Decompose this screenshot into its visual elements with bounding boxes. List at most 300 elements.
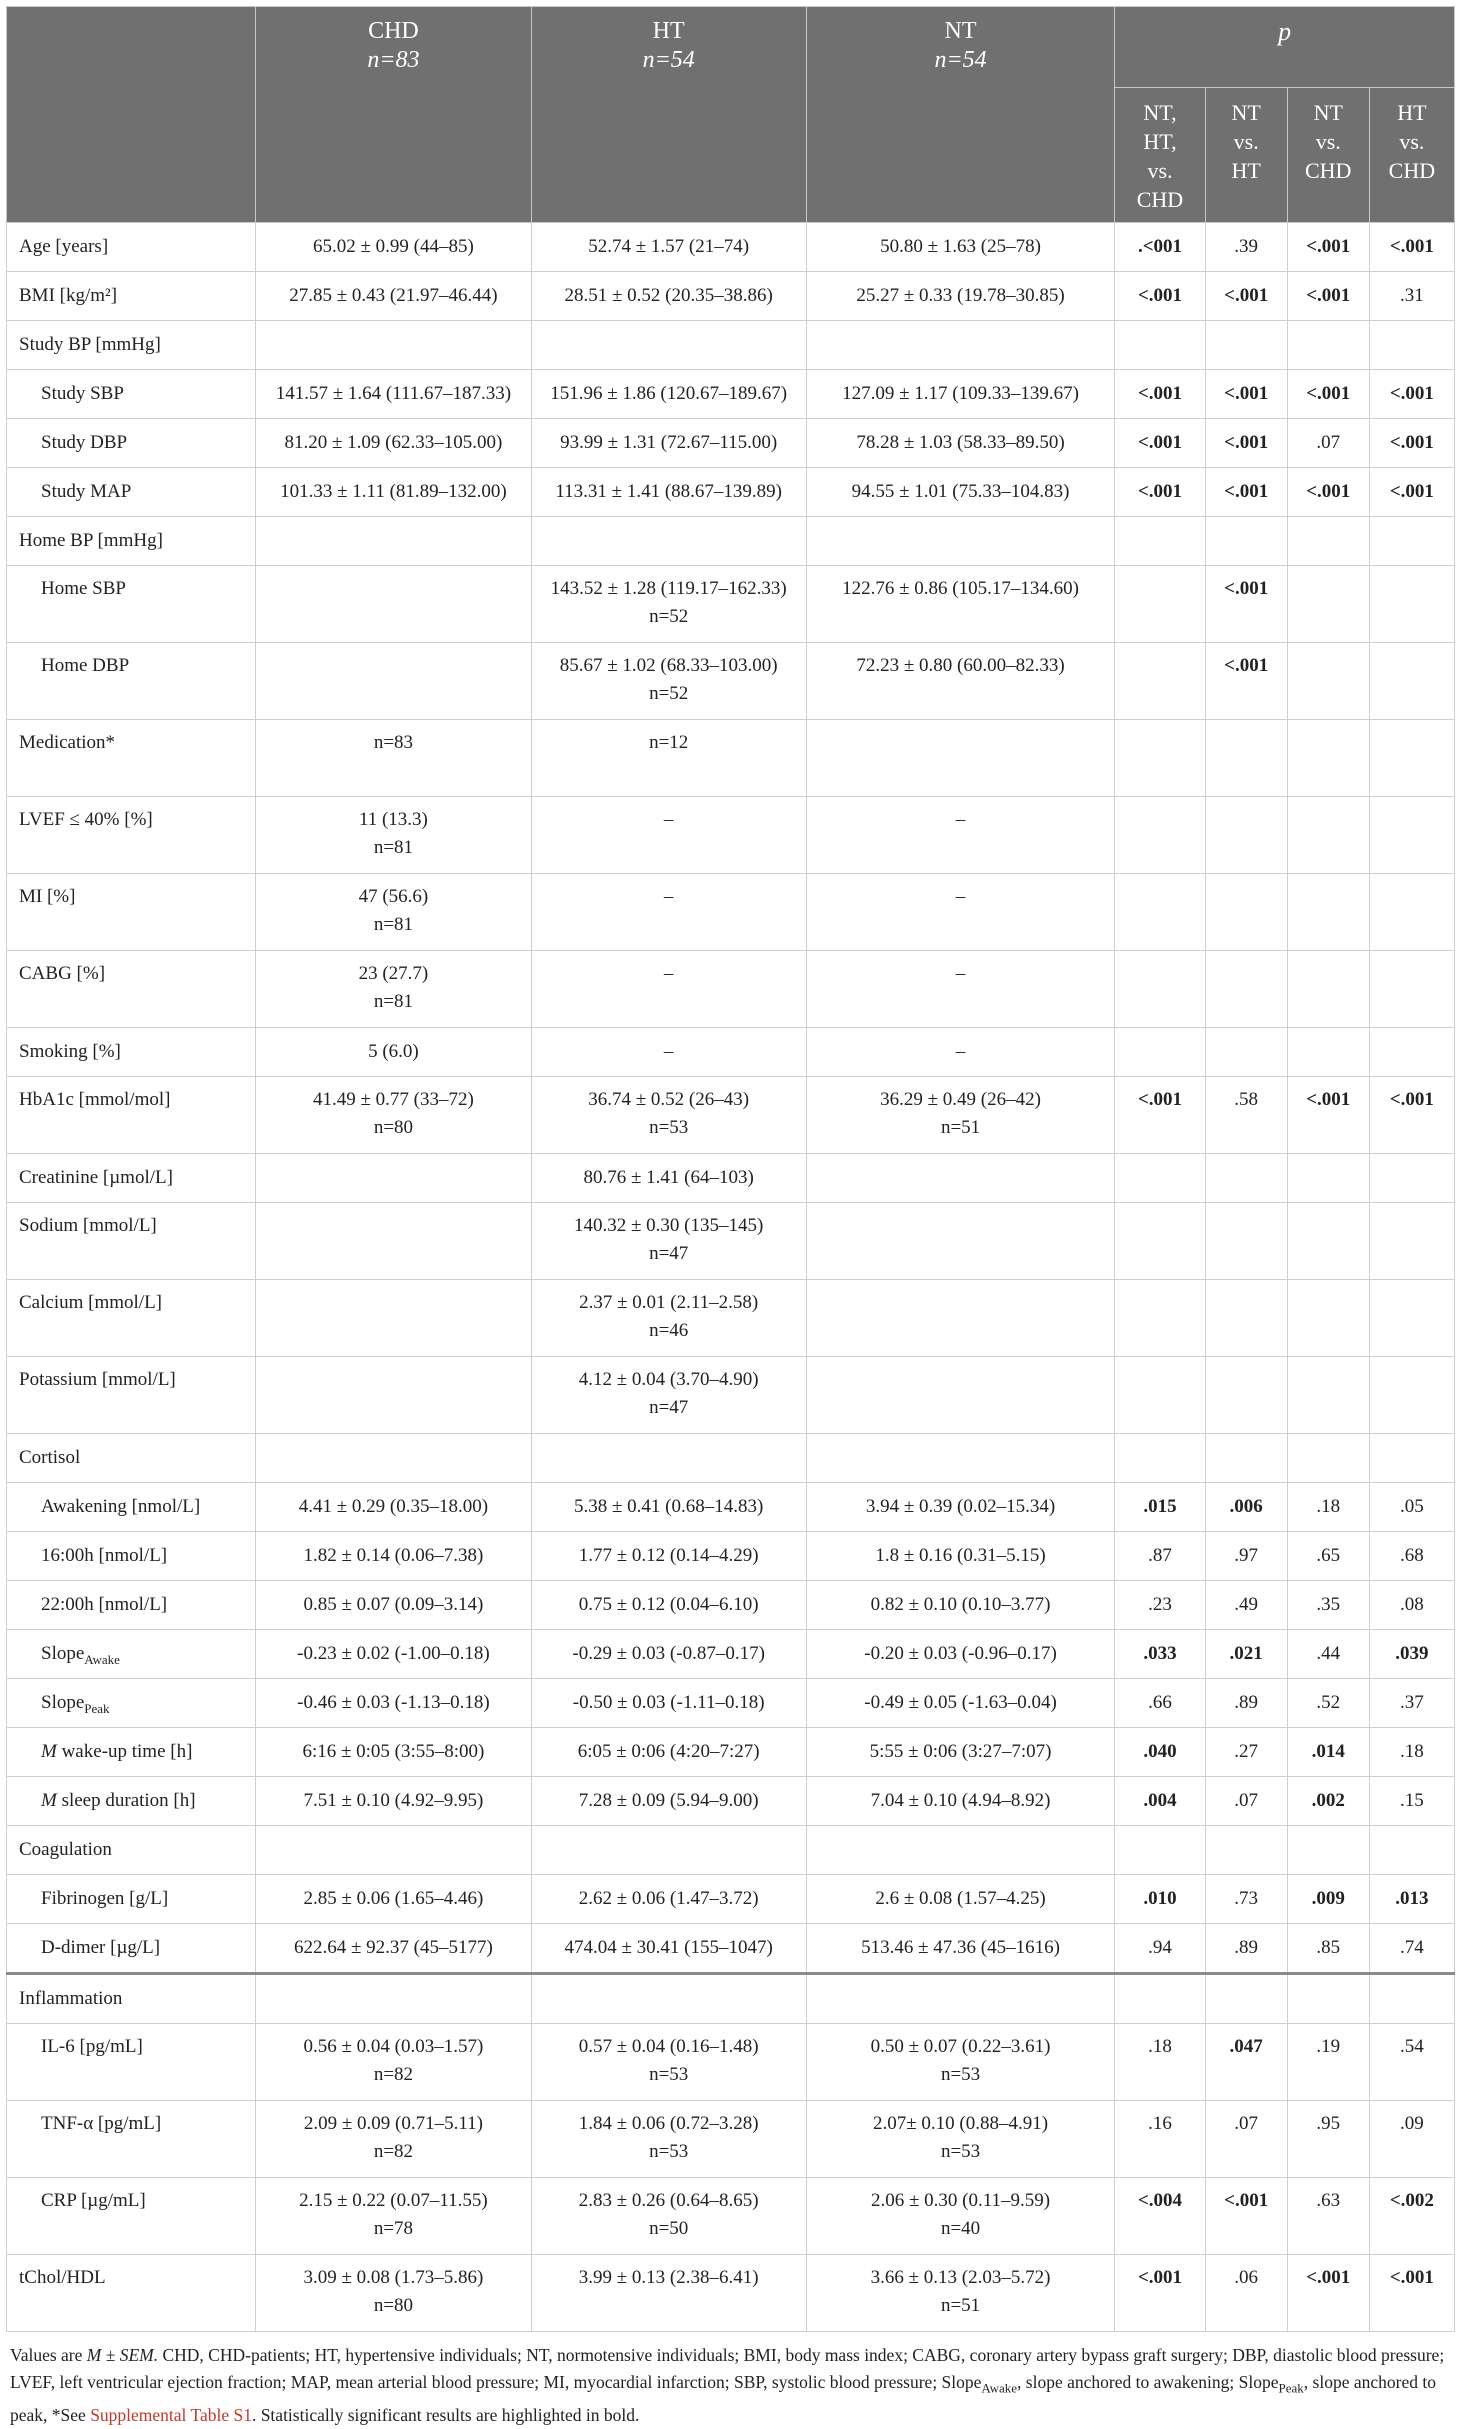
data-table [6,6,1455,2332]
p-value-cell [1115,874,1205,951]
p-value-cell [1205,951,1287,1028]
cell-ht: 140.32 ± 0.30 (135–145) n=47 [531,1203,806,1280]
table-row [7,1280,1455,1357]
cell-nt: – [806,797,1115,874]
row-label: tChol/HDL [7,2255,256,2332]
p-value-cell: .16 [1115,2101,1205,2178]
p-value-cell [1369,797,1454,874]
p-value-cell: <.001 [1205,370,1287,419]
cell-ht: 7.28 ± 0.09 (5.94–9.00) [531,1777,806,1826]
cell-nt: – [806,874,1115,951]
p-value-cell: .44 [1287,1630,1369,1679]
empty-cell [1205,517,1287,566]
cell-chd: 5 (6.0) [256,1028,531,1077]
table-row [7,1875,1455,1924]
cell-chd: 81.20 ± 1.09 (62.33–105.00) [256,419,531,468]
p-column-header-line: vs. [1147,158,1173,183]
p-value-cell [1205,797,1287,874]
p-column-header-line: NT, [1143,100,1177,125]
cell-chd: 6:16 ± 0:05 (3:55–8:00) [256,1728,531,1777]
p-value-cell [1115,797,1205,874]
cell-ht: 0.75 ± 0.12 (0.04–6.10) [531,1581,806,1630]
p-value-cell: .19 [1287,2024,1369,2101]
table-row [7,566,1455,643]
p-value-cell [1287,797,1369,874]
cell-chd: 23 (27.7) n=81 [256,951,531,1028]
table-row [7,1028,1455,1077]
table-header [7,7,1455,223]
table-row [7,1777,1455,1826]
p-value-cell [1287,951,1369,1028]
sample-size: n=53 [649,1117,689,1138]
p-value-cell [1369,1154,1454,1203]
cell-nt: 72.23 ± 0.80 (60.00–82.33) [806,643,1115,720]
row-label: HbA1c [mmol/mol] [7,1077,256,1154]
sample-size: n=81 [373,914,414,935]
cell-ht: 2.83 ± 0.26 (0.64–8.65) n=50 [531,2178,806,2255]
p-value-cell [1205,720,1287,797]
p-column-header-line: CHD [1305,158,1352,183]
table-row [7,951,1455,1028]
cell-chd: 65.02 ± 0.99 (44–85) [256,223,531,272]
p-value-cell: .08 [1369,1581,1454,1630]
cell-ht: 5.38 ± 0.41 (0.68–14.83) [531,1483,806,1532]
cell-ht: 2.37 ± 0.01 (2.11–2.58) n=46 [531,1280,806,1357]
cell-chd: -0.46 ± 0.03 (-1.13–0.18) [256,1679,531,1728]
empty-cell [1205,321,1287,370]
cell-nt: 50.80 ± 1.63 (25–78) [806,223,1115,272]
group-header-nt [806,7,1115,223]
cell-chd [256,720,531,797]
cell-nt [806,1280,1115,1357]
cell-ht: 113.31 ± 1.41 (88.67–139.89) [531,468,806,517]
p-value-cell: <.001 [1205,468,1287,517]
cell-chd [256,1280,531,1357]
cell-ht: 28.51 ± 0.52 (20.35–38.86) [531,272,806,321]
cell-ht: 80.76 ± 1.41 (64–103) [531,1154,806,1203]
cell-nt: 36.29 ± 0.49 (26–42) n=51 [806,1077,1115,1154]
row-label: Potassium [mmol/L] [7,1357,256,1434]
p-value-cell: .015 [1115,1483,1205,1532]
p-value-cell: .040 [1115,1728,1205,1777]
p-column-header-line: NT [1313,100,1343,125]
cell-nt: -0.49 ± 0.05 (-1.63–0.04) [806,1679,1115,1728]
p-value-cell: .94 [1115,1924,1205,1974]
sample-size: n=47 [649,1243,689,1264]
sample-size: n=53 [649,2064,689,2085]
p-value-cell: <.001 [1287,272,1369,321]
p-column-header-line: CHD [1136,187,1184,212]
p-value-cell: .07 [1205,2101,1287,2178]
row-label: D-dimer [µg/L] [7,1924,256,1974]
group-header-chd [256,7,531,223]
p-value-cell: .73 [1205,1875,1287,1924]
p-value-cell: <.001 [1287,1077,1369,1154]
p-value-cell: .05 [1369,1483,1454,1532]
section-label: Cortisol [7,1434,256,1483]
p-value-cell: .009 [1287,1875,1369,1924]
p-value-cell [1369,1357,1454,1434]
sample-size: n=82 [373,2141,414,2162]
row-label: Awakening [nmol/L] [7,1483,256,1532]
cell-nt: 2.06 ± 0.30 (0.11–9.59) n=40 [806,2178,1115,2255]
empty-cell [1205,1434,1287,1483]
p-value-cell [1369,951,1454,1028]
p-value-cell [1205,1154,1287,1203]
row-label: Sodium [mmol/L] [7,1203,256,1280]
sample-size: n=53 [649,2141,689,2162]
table-row [7,1077,1455,1154]
p-value-cell: .95 [1287,2101,1369,2178]
empty-cell [1287,517,1369,566]
p-value-cell: .68 [1369,1532,1454,1581]
cell-chd: 3.09 ± 0.08 (1.73–5.86) n=80 [256,2255,531,2332]
sample-size: n=78 [373,2218,414,2239]
p-value-cell [1205,874,1287,951]
cell-ht: 143.52 ± 1.28 (119.17–162.33) n=52 [531,566,806,643]
sample-size: n=46 [649,1320,689,1341]
cell-chd: 101.33 ± 1.11 (81.89–132.00) [256,468,531,517]
row-label: Fibrinogen [g/L] [7,1875,256,1924]
p-value-cell [1287,1028,1369,1077]
group-n: n=54 [934,47,987,73]
sample-size: n=82 [373,2064,414,2085]
p-value-cell: .89 [1205,1679,1287,1728]
table-body [7,223,1455,2332]
cell-nt [806,1154,1115,1203]
p-value-cell: .63 [1287,2178,1369,2255]
p-value-cell: .97 [1205,1532,1287,1581]
p-value-cell: <.001 [1205,643,1287,720]
row-label: Creatinine [µmol/L] [7,1154,256,1203]
cell-ht: 4.12 ± 0.04 (3.70–4.90) n=47 [531,1357,806,1434]
p-value-cell: .87 [1115,1532,1205,1581]
cell-ht: 2.62 ± 0.06 (1.47–3.72) [531,1875,806,1924]
empty-cell [1369,1434,1454,1483]
empty-cell [531,1974,806,2024]
empty-cell [806,1974,1115,2024]
p-value-cell: .66 [1115,1679,1205,1728]
empty-cell [1115,321,1205,370]
p-value-cell: .18 [1369,1728,1454,1777]
cell-chd: 2.15 ± 0.22 (0.07–11.55) n=78 [256,2178,531,2255]
section-row [7,517,1455,566]
p-value-cell: <.001 [1369,419,1454,468]
p-value-cell [1369,874,1454,951]
empty-cell [1115,1826,1205,1875]
cell-nt: -0.20 ± 0.03 (-0.96–0.17) [806,1630,1115,1679]
cell-nt: 25.27 ± 0.33 (19.78–30.85) [806,272,1115,321]
sample-size: n=12 [649,732,689,753]
table-row [7,2178,1455,2255]
p-value-cell: .31 [1369,272,1454,321]
cell-chd: 27.85 ± 0.43 (21.97–46.44) [256,272,531,321]
cell-ht: 474.04 ± 30.41 (155–1047) [531,1924,806,1974]
p-value-cell [1287,1203,1369,1280]
cell-nt [806,720,1115,797]
row-label: Calcium [mmol/L] [7,1280,256,1357]
cell-nt: 2.07± 0.10 (0.88–4.91) n=53 [806,2101,1115,2178]
p-value-cell: .37 [1369,1679,1454,1728]
p-column-header-line: HT [1397,100,1427,125]
sample-size: n=50 [649,2218,689,2239]
p-value-cell [1115,1028,1205,1077]
p-column-header-line: NT [1231,100,1261,125]
cell-chd: 622.64 ± 92.37 (45–5177) [256,1924,531,1974]
p-value-cell: .58 [1205,1077,1287,1154]
cell-chd [256,643,531,720]
p-column-header [1115,88,1205,223]
p-value-cell [1115,1357,1205,1434]
table-row [7,1679,1455,1728]
cell-nt: 7.04 ± 0.10 (4.94–8.92) [806,1777,1115,1826]
p-value-cell: <.001 [1369,370,1454,419]
row-label: LVEF ≤ 40% [%] [7,797,256,874]
empty-cell [531,1826,806,1875]
sample-size: n=52 [649,606,689,627]
cell-nt: 127.09 ± 1.17 (109.33–139.67) [806,370,1115,419]
empty-cell [1115,1974,1205,2024]
group-header-ht [531,7,806,223]
p-value-cell: <.001 [1369,2255,1454,2332]
cell-chd: 2.85 ± 0.06 (1.65–4.46) [256,1875,531,1924]
p-value-cell: .54 [1369,2024,1454,2101]
row-label: CRP [µg/mL] [7,2178,256,2255]
p-value-cell: <.001 [1115,370,1205,419]
empty-cell [256,1974,531,2024]
table-row [7,419,1455,468]
cell-chd [256,1203,531,1280]
cell-nt: 5:55 ± 0:06 (3:27–7:07) [806,1728,1115,1777]
p-value-cell: <.001 [1287,2255,1369,2332]
empty-cell [1287,1826,1369,1875]
section-row [7,1974,1455,2024]
p-value-cell [1369,1028,1454,1077]
p-value-cell [1115,566,1205,643]
cell-ht: 151.96 ± 1.86 (120.67–189.67) [531,370,806,419]
cell-ht: 36.74 ± 0.52 (26–43) n=53 [531,1077,806,1154]
p-value-cell: .002 [1287,1777,1369,1826]
table-row [7,1203,1455,1280]
p-value-cell: .039 [1369,1630,1454,1679]
table-row [7,874,1455,951]
p-value-cell: .27 [1205,1728,1287,1777]
empty-cell [531,1434,806,1483]
empty-cell [1115,1434,1205,1483]
row-label: M sleep duration [h] [7,1777,256,1826]
p-column-header-line: vs. [1399,129,1425,154]
p-value-cell: .07 [1205,1777,1287,1826]
p-value-cell: <.001 [1205,2178,1287,2255]
row-label: Medication* [7,720,256,797]
cell-nt: 513.46 ± 47.36 (45–1616) [806,1924,1115,1974]
p-value-cell: .047 [1205,2024,1287,2101]
group-n: n=54 [642,47,695,73]
cell-ht: – [531,797,806,874]
cell-ht: 85.67 ± 1.02 (68.33–103.00) n=52 [531,643,806,720]
table-footnote: Values are M ± SEM. CHD, CHD-patients; HT, hypertensive individuals; NT, normotensive individuals; BMI, body mass index; CABG, coronary artery bypass graft surgery; DBP, diastolic blood pressure; LVEF, left ventricular ejection fraction; MAP, mean arterial blood pressure; MI, myocardial infarction; SBP, systolic blood pressure; Slope$_{Awake}$, slope anchored to awakening; Slope$_{Peak}$, slope anchored to peak, *See Supplemental Table S1. Statistically significant results are highlighted in bold. [10,2345,1445,2425]
table-row [7,2101,1455,2178]
cell-chd: 0.85 ± 0.07 (0.09–3.14) [256,1581,531,1630]
cell-chd: 41.49 ± 0.77 (33–72) n=80 [256,1077,531,1154]
cell-ht [531,720,806,797]
cell-nt: 3.94 ± 0.39 (0.02–15.34) [806,1483,1115,1532]
empty-cell [256,321,531,370]
table-container [6,6,1455,2429]
cell-ht: 0.57 ± 0.04 (0.16–1.48) n=53 [531,2024,806,2101]
empty-cell [1369,321,1454,370]
sample-size: n=81 [373,991,414,1012]
p-value-cell: .006 [1205,1483,1287,1532]
p-column-header-line: HT, [1143,129,1177,154]
cell-chd: 141.57 ± 1.64 (111.67–187.33) [256,370,531,419]
cell-chd: -0.23 ± 0.02 (-1.00–0.18) [256,1630,531,1679]
row-label: Slope$_{Peak}$ [7,1679,256,1728]
group-name: NT [944,18,977,44]
p-value-cell [1115,1203,1205,1280]
p-value-cell: <.004 [1115,2178,1205,2255]
p-value-cell: <.001 [1287,370,1369,419]
section-label: Coagulation [7,1826,256,1875]
empty-cell [256,1434,531,1483]
p-column-header [1287,88,1369,223]
p-column-header-line: vs. [1315,129,1341,154]
table-row [7,720,1455,797]
p-value-cell: .65 [1287,1532,1369,1581]
empty-cell [1369,1974,1454,2024]
p-value-cell: .07 [1287,419,1369,468]
p-value-cell: .15 [1369,1777,1454,1826]
p-value-cell: .09 [1369,2101,1454,2178]
p-value-cell: .014 [1287,1728,1369,1777]
p-label: p [1278,17,1292,46]
cell-nt: 3.66 ± 0.13 (2.03–5.72) n=51 [806,2255,1115,2332]
p-value-cell [1115,951,1205,1028]
empty-cell [806,321,1115,370]
cell-chd: 11 (13.3) n=81 [256,797,531,874]
cell-chd: 0.56 ± 0.04 (0.03–1.57) n=82 [256,2024,531,2101]
empty-cell [806,1434,1115,1483]
row-label: 22:00h [nmol/L] [7,1581,256,1630]
p-value-header [1115,7,1455,88]
cell-ht: 93.99 ± 1.31 (72.67–115.00) [531,419,806,468]
p-value-cell [1287,874,1369,951]
p-value-cell [1205,1357,1287,1434]
row-label: MI [%] [7,874,256,951]
sample-size: n=83 [373,732,414,753]
cell-nt [806,1203,1115,1280]
p-value-cell: .39 [1205,223,1287,272]
empty-cell [1369,517,1454,566]
empty-cell [1287,1974,1369,2024]
p-value-cell: <.002 [1369,2178,1454,2255]
cell-ht: – [531,951,806,1028]
sample-size: n=53 [940,2141,981,2162]
sample-size: n=53 [940,2064,981,2085]
cell-nt: – [806,1028,1115,1077]
cell-nt: 94.55 ± 1.01 (75.33–104.83) [806,468,1115,517]
table-row [7,1532,1455,1581]
p-column-header-line: vs. [1233,129,1259,154]
cell-nt: 1.8 ± 0.16 (0.31–5.15) [806,1532,1115,1581]
p-value-cell: <.001 [1369,468,1454,517]
row-label: M wake-up time [h] [7,1728,256,1777]
p-value-cell: .74 [1369,1924,1454,1974]
p-value-cell: .013 [1369,1875,1454,1924]
table-row [7,1357,1455,1434]
p-value-cell: <.001 [1205,272,1287,321]
sample-size: n=81 [373,837,414,858]
row-label: Home DBP [7,643,256,720]
p-value-cell: .010 [1115,1875,1205,1924]
group-name: CHD [368,18,419,44]
cell-nt [806,1357,1115,1434]
cell-chd [256,1357,531,1434]
p-value-cell [1369,566,1454,643]
sample-size: n=80 [373,1117,414,1138]
p-value-cell [1205,1203,1287,1280]
p-value-cell: <.001 [1115,2255,1205,2332]
p-value-cell: <.001 [1115,468,1205,517]
p-value-cell [1369,1280,1454,1357]
cell-chd [256,566,531,643]
group-n: n=83 [367,47,420,73]
empty-cell [1287,1434,1369,1483]
row-label: Study SBP [7,370,256,419]
p-column-header [1205,88,1287,223]
sample-size: n=52 [649,683,689,704]
table-row [7,1728,1455,1777]
p-value-cell: <.001 [1115,272,1205,321]
table-row [7,272,1455,321]
p-column-header-line: HT [1231,158,1261,183]
p-value-cell: .52 [1287,1679,1369,1728]
p-value-cell: .85 [1287,1924,1369,1974]
p-value-cell: <.001 [1369,1077,1454,1154]
p-value-cell: <.001 [1205,566,1287,643]
p-value-cell [1287,643,1369,720]
empty-cell [531,321,806,370]
p-value-cell [1115,1280,1205,1357]
cell-chd: 2.09 ± 0.09 (0.71–5.11) n=82 [256,2101,531,2178]
table-row [7,468,1455,517]
p-value-cell: .004 [1115,1777,1205,1826]
cell-nt: – [806,951,1115,1028]
table-row [7,643,1455,720]
cell-nt: 78.28 ± 1.03 (58.33–89.50) [806,419,1115,468]
cell-ht: -0.50 ± 0.03 (-1.11–0.18) [531,1679,806,1728]
row-label: CABG [%] [7,951,256,1028]
supplemental-table-link[interactable]: Supplemental Table S1 [90,2404,252,2425]
row-label: Study DBP [7,419,256,468]
table-row [7,2255,1455,2332]
table-row [7,797,1455,874]
p-value-cell [1287,1357,1369,1434]
p-value-cell: .23 [1115,1581,1205,1630]
p-value-cell: .033 [1115,1630,1205,1679]
cell-nt: 0.82 ± 0.10 (0.10–3.77) [806,1581,1115,1630]
table-row [7,370,1455,419]
empty-cell [256,1826,531,1875]
sample-size: n=40 [940,2218,981,2239]
cell-ht: 3.99 ± 0.13 (2.38–6.41) [531,2255,806,2332]
p-value-cell: .18 [1287,1483,1369,1532]
p-value-cell: <.001 [1115,419,1205,468]
sample-size: n=51 [940,2295,981,2316]
cell-chd: 1.82 ± 0.14 (0.06–7.38) [256,1532,531,1581]
section-label: Study BP [mmHg] [7,321,256,370]
p-value-cell [1205,1028,1287,1077]
